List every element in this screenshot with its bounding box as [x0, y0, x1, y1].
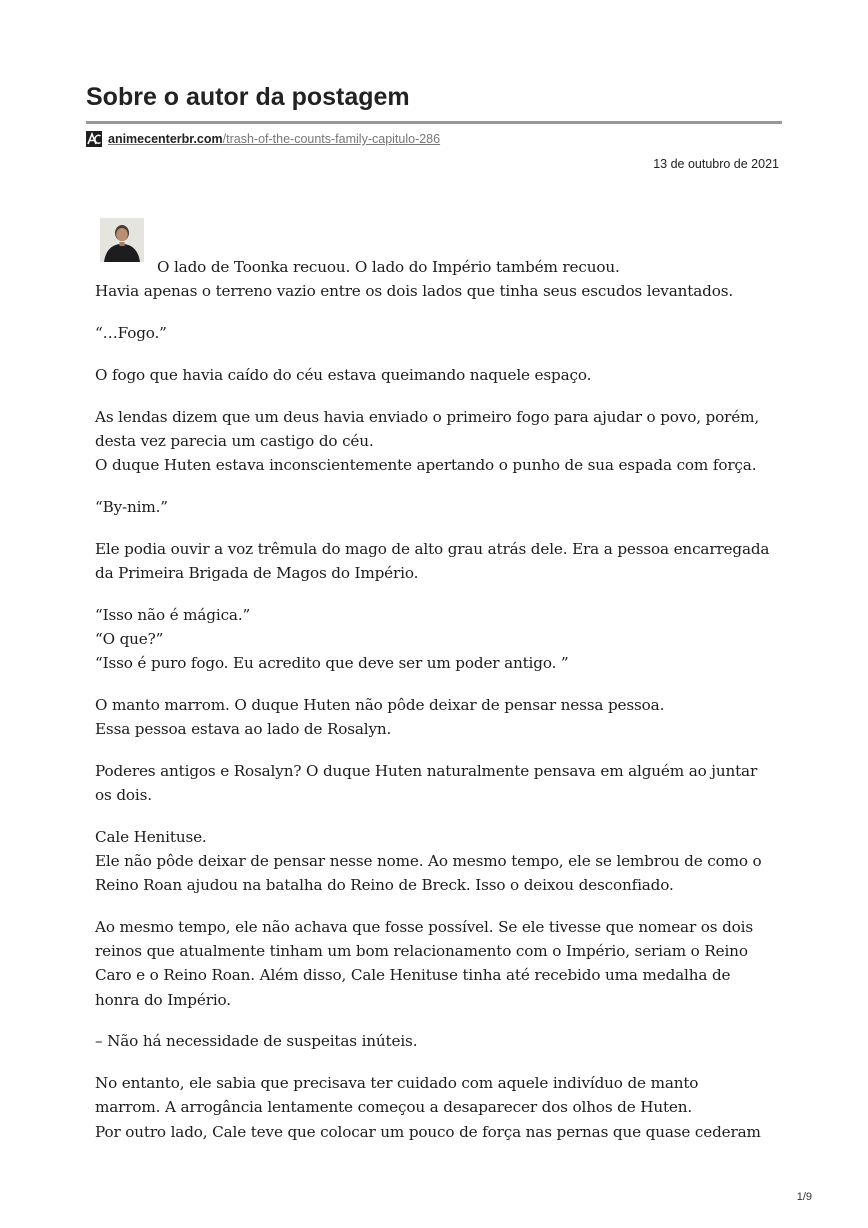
source-domain: animecenterbr.com [108, 132, 223, 146]
paragraph-line: os dois. [95, 786, 152, 804]
paragraph-line: Ao mesmo tempo, ele não achava que fosse possível. Se ele tivesse que nomear os dois [95, 918, 753, 936]
paragraph-line: O lado de Toonka recuou. O lado do Império também recuou. [157, 258, 620, 276]
article-paragraph [95, 759, 785, 807]
article-paragraph [95, 321, 785, 345]
paragraph-line: O fogo que havia caído do céu estava queimando naquele espaço. [95, 365, 592, 384]
paragraph-line: – Não há necessidade de suspeitas inúteis. [95, 1032, 418, 1051]
paragraph-line: “O que?” [95, 629, 164, 648]
article-paragraph [95, 915, 785, 1012]
paragraph-line: Cale Henituse. [95, 827, 207, 846]
article-paragraph [95, 405, 785, 478]
page-title: Sobre o autor da postagem [86, 83, 410, 111]
source-link[interactable] [108, 132, 440, 146]
paragraph-line: Poderes antigos e Rosalyn? O duque Huten naturalmente pensava em alguém ao juntar [95, 761, 758, 780]
paragraph-line: reinos que atualmente tinham um bom relacionamento com o Império, seriam o Reino [95, 942, 748, 961]
article-body [95, 255, 785, 1161]
paragraph-line: marrom. A arrogância lentamente começou a desaparecer dos olhos de Huten. [95, 1098, 693, 1117]
article-paragraph [95, 825, 785, 898]
source-path: /trash-of-the-counts-family-capitulo-286 [222, 132, 441, 146]
paragraph-line: “Isso não é mágica.” [95, 605, 251, 624]
paragraph-line: Caro e o Reino Roan. Além disso, Cale Henituse tinha até recebido uma medalha de [95, 966, 731, 985]
page-number: 1/9 [796, 1191, 812, 1203]
article-paragraph [95, 255, 785, 303]
paragraph-line: “Isso é puro fogo. Eu acredito que deve ser um poder antigo. ” [95, 654, 569, 672]
paragraph-line: desta vez parecia um castigo do céu. [95, 431, 374, 450]
animecenter-logo-icon [86, 131, 102, 147]
article-paragraph [95, 1029, 785, 1053]
title-divider [86, 121, 782, 124]
paragraph-line: Reino Roan ajudou na batalha do Reino de Breck. Isso o deixou desconfiado. [95, 876, 674, 895]
article-paragraph [95, 495, 785, 519]
article-paragraph [95, 693, 785, 741]
article-paragraph [95, 603, 785, 676]
paragraph-line: O manto marrom. O duque Huten não pôde deixar de pensar nessa pessoa. [95, 695, 665, 714]
paragraph-line: No entanto, ele sabia que precisava ter cuidado com aquele indivíduo de manto [95, 1074, 699, 1093]
paragraph-line: As lendas dizem que um deus havia enviado o primeiro fogo para ajudar o povo, porém, [95, 407, 760, 426]
paragraph-line: Essa pessoa estava ao lado de Rosalyn. [95, 720, 392, 738]
paragraph-line: da Primeira Brigada de Magos do Império. [95, 563, 419, 582]
paragraph-line: O duque Huten estava inconscientemente apertando o punho de sua espada com força. [95, 456, 757, 474]
paragraph-line: Ele não pôde deixar de pensar nesse nome. Ao mesmo tempo, ele se lembrou de como o [95, 852, 762, 870]
source-line [86, 130, 440, 148]
paragraph-line: Por outro lado, Cale teve que colocar um pouco de força nas pernas que quase cederam [95, 1122, 761, 1141]
paragraph-line: honra do Império. [95, 990, 231, 1009]
paragraph-line: “…Fogo.” [95, 324, 167, 342]
article-paragraph [95, 537, 785, 585]
article-paragraph [95, 1071, 785, 1144]
post-date: 13 de outubro de 2021 [653, 157, 779, 171]
article-paragraph [95, 363, 785, 387]
paragraph-line: Ele podia ouvir a voz trêmula do mago de alto grau atrás dele. Era a pessoa encarregada [95, 539, 770, 558]
paragraph-line: Havia apenas o terreno vazio entre os dois lados que tinha seus escudos levantados. [95, 282, 734, 301]
paragraph-line: “By-nim.” [95, 497, 168, 516]
